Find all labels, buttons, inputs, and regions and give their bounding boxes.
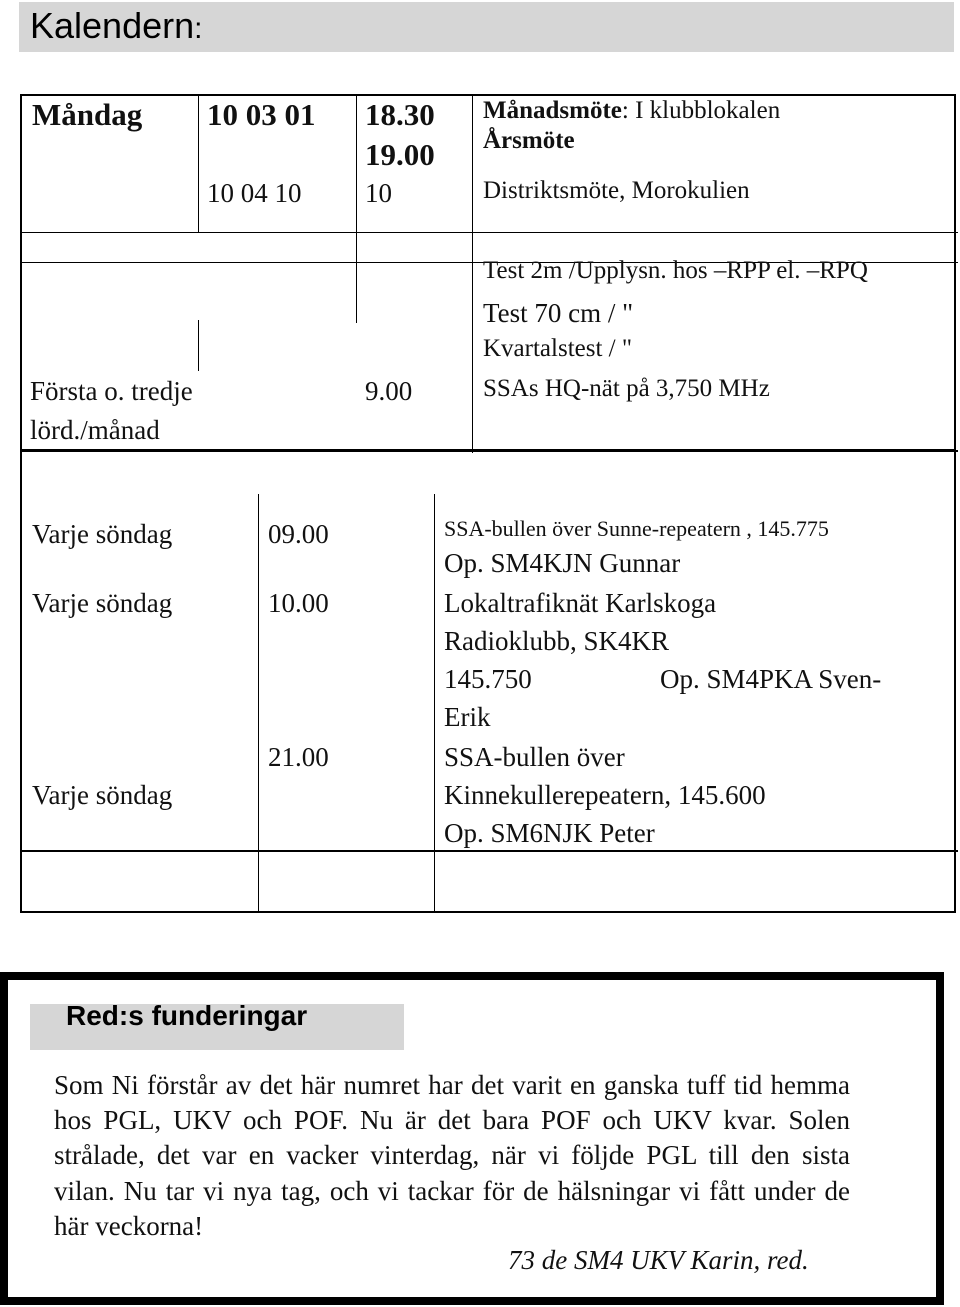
monthly-day: Måndag	[32, 97, 143, 132]
weekly-event: Kinnekullerepeatern, 145.600	[444, 780, 766, 810]
weekly-event: Op. SM4PKA Sven-	[660, 664, 882, 694]
weekly-event: SSA-bullen över	[444, 742, 625, 772]
weekly-event: Op. SM6NJK Peter	[444, 818, 655, 848]
hq-day: Första o. tredje	[30, 376, 193, 406]
note-body: Som Ni förstår av det här numret har det varit en ganska tuff tid hemma hos PGL, UKV och POF. Nu är det bara POF och UKV kvar. Solen strålade, det var en vacker vinterdag, när vi följde PGL till den sista vilan. Nu tar vi nya tag, och vi tackar för de hälsningar vi fått under de här veckorna!	[54, 1070, 850, 1241]
weekly-event: SSA-bullen över Sunne-repeatern , 145.775	[444, 516, 829, 541]
table-divider	[472, 96, 473, 453]
note-heading: Red:s funderingar	[66, 1000, 308, 1031]
page-title-colon: :	[194, 12, 203, 45]
test-entry: Test 70 cm / "	[483, 298, 634, 328]
weekly-day: Varje söndag	[32, 519, 173, 549]
weekly-event: Op. SM4KJN Gunnar	[444, 548, 681, 578]
test-entry: Kvartalstest / "	[483, 335, 633, 362]
monthly-event-detail: : I klubblokalen	[621, 97, 781, 124]
weekly-event: Lokaltrafiknät Karlskoga	[444, 588, 717, 618]
hq-time: 9.00	[365, 376, 413, 406]
monthly-date: 10 04 10	[207, 178, 302, 208]
monthly-event-label: Månadsmöte	[483, 97, 622, 124]
monthly-event: Distriktsmöte, Morokulien	[483, 177, 750, 204]
page-title	[30, 4, 202, 51]
monthly-time: 10	[365, 178, 392, 208]
hq-day: lörd./månad	[30, 415, 160, 445]
weekly-time: 09.00	[268, 519, 329, 549]
weekly-event: 145.750	[444, 664, 532, 694]
table-divider	[356, 96, 357, 323]
weekly-day: Varje söndag	[32, 780, 173, 810]
monthly-time: 19.00	[365, 137, 435, 172]
hq-event: SSAs HQ-nät på 3,750 MHz	[483, 375, 770, 402]
table-divider	[22, 450, 958, 452]
table-divider	[22, 262, 198, 263]
monthly-event	[483, 96, 780, 126]
weekly-time: 10.00	[268, 588, 329, 618]
monthly-event: Årsmöte	[483, 127, 575, 154]
weekly-event: Erik	[444, 702, 491, 732]
page-title-text: Kalendern	[30, 5, 195, 46]
weekly-time: 21.00	[268, 742, 329, 772]
table-divider	[198, 96, 199, 232]
table-divider	[198, 320, 199, 371]
weekly-event: Radioklubb, SK4KR	[444, 626, 670, 656]
table-divider	[22, 232, 958, 233]
monthly-date: 10 03 01	[207, 97, 316, 132]
table-divider	[258, 494, 259, 911]
note-signature: 73 de SM4 UKV Karin, red.	[508, 1245, 809, 1275]
table-divider	[434, 494, 435, 911]
weekly-day: Varje söndag	[32, 588, 173, 618]
test-entry: Test 2m /Upplysn. hos –RPP el. –RPQ	[483, 257, 868, 284]
monthly-time: 18.30	[365, 97, 435, 132]
